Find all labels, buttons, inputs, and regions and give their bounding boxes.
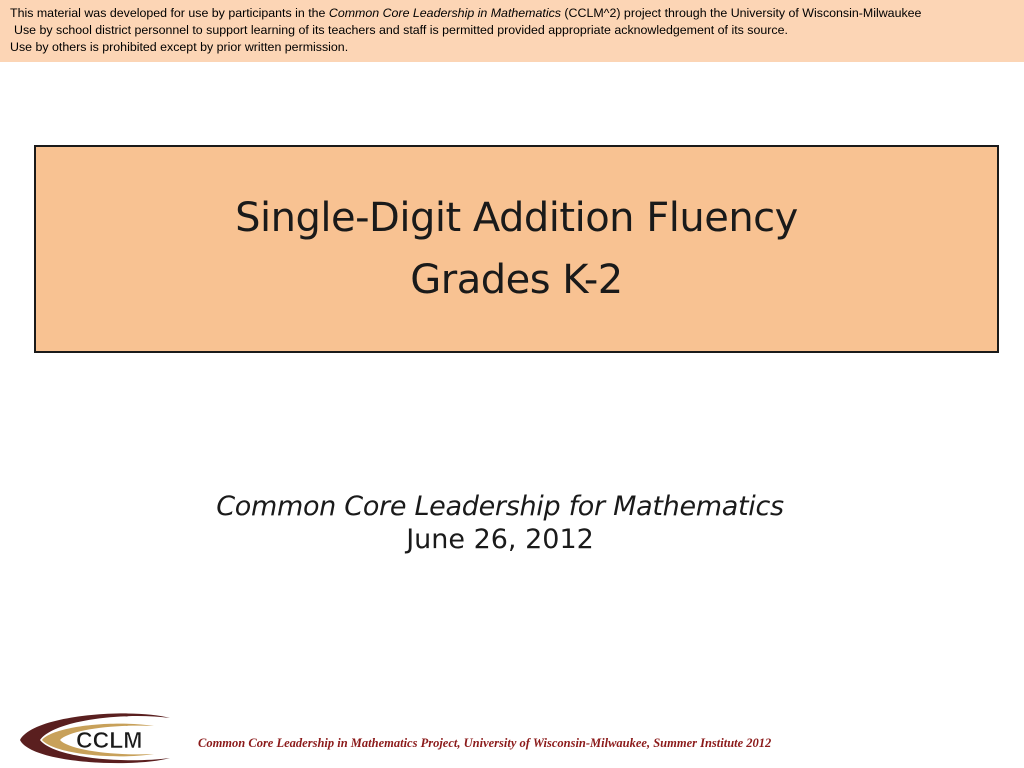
subtitle [0,490,1000,556]
notice-line-3: Use by others is prohibited except by prior written permission. [10,40,349,54]
subtitle-organization: Common Core Leadership for Mathematics [216,491,784,522]
subtitle-date: June 26, 2012 [406,524,594,555]
slide-grades: Grades K-2 [410,257,623,303]
notice-line-2: Use by school district personnel to support learning of its teachers and staff is permitted provided appropriate acknowledgement of its source. [14,23,788,37]
footer-text: Common Core Leadership in Mathematics Project, University of Wisconsin-Milwaukee, Summer Institute 2012 [198,736,772,750]
notice-line-1: This material was developed for use by participants in the Common Core Leadership in Mathematics (CCLM^2) project through the University of Wisconsin-Milwaukee [10,6,922,20]
title-box [34,145,999,353]
copyright-notice [0,0,1024,62]
cclm-logo [14,706,174,766]
slide-title: Single-Digit Addition Fluency [235,195,798,241]
logo-text: CCLM [76,727,143,753]
